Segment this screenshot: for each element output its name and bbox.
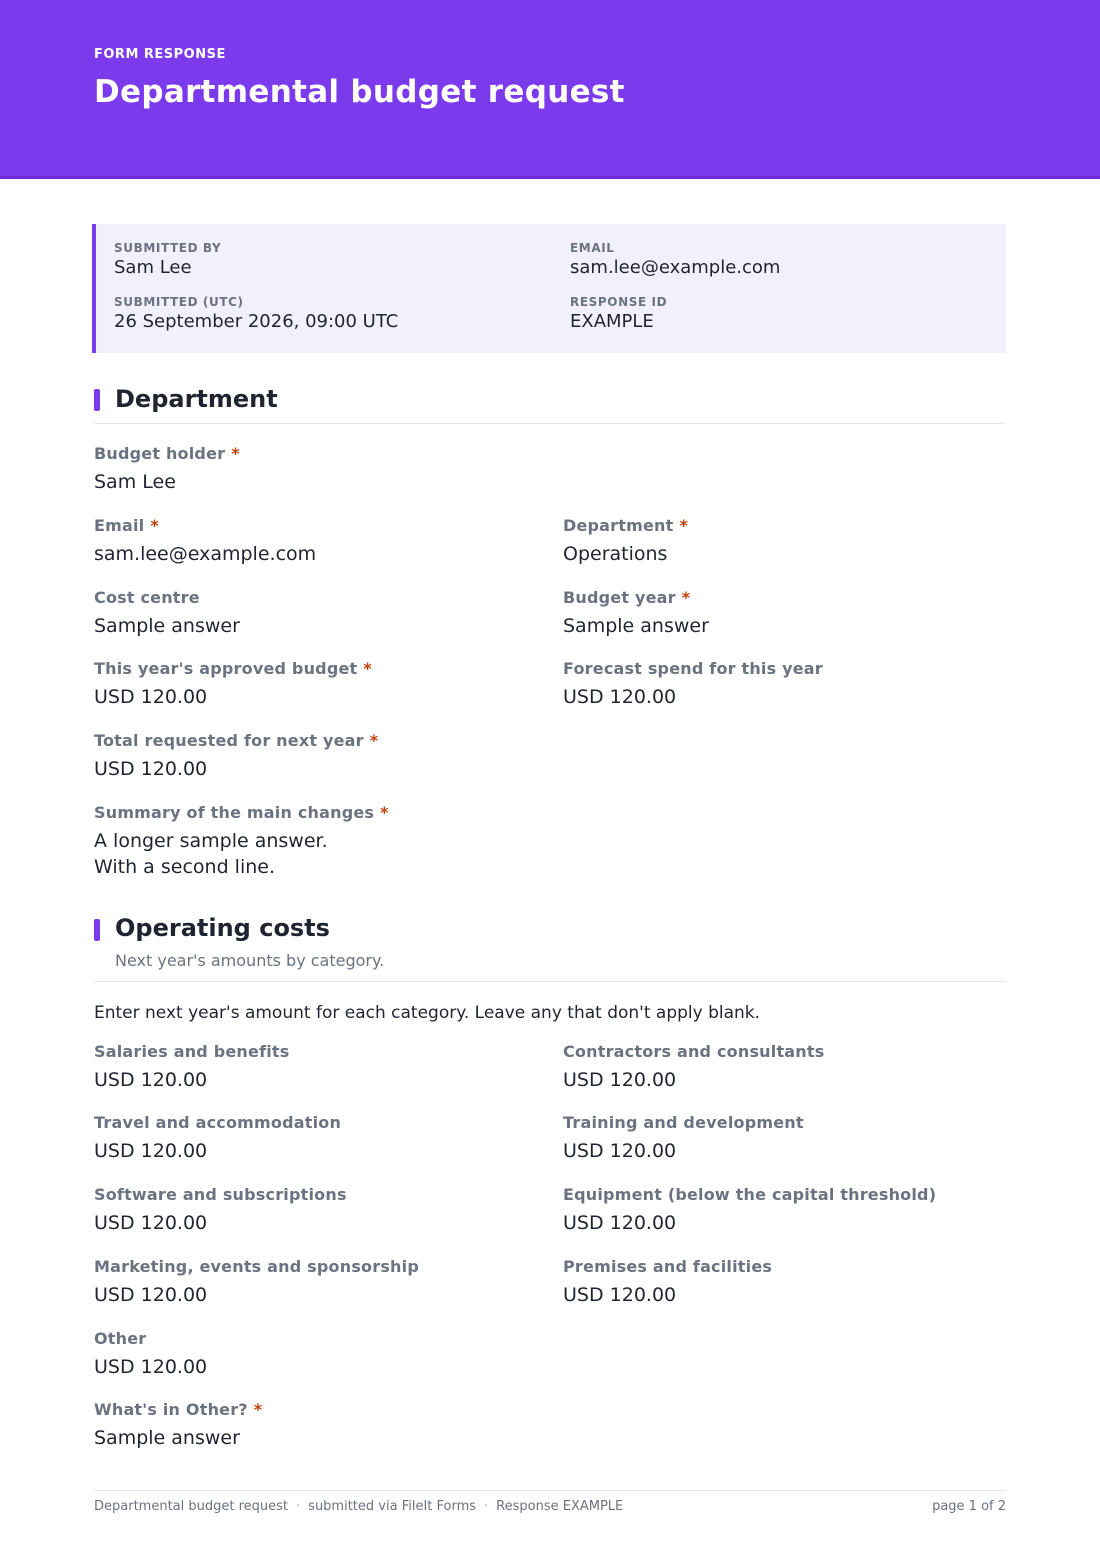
- required-marker: *: [679, 516, 689, 535]
- field-label: Summary of the main changes: [94, 803, 375, 822]
- meta-email: [570, 241, 780, 278]
- required-marker: *: [231, 444, 240, 463]
- section-subtitle: Next year's amounts by category.: [115, 951, 385, 970]
- page-footer: [94, 1490, 1006, 1514]
- field-value: USD 120.00: [94, 1284, 208, 1306]
- field-label: This year's approved budget: [94, 659, 358, 678]
- field-forecast-spend: [563, 659, 1003, 710]
- field-approved-budget: [94, 659, 534, 710]
- field-total-requested: [94, 731, 534, 782]
- field-label: Contractors and consultants: [563, 1042, 825, 1061]
- field-value: USD 120.00: [563, 1140, 677, 1162]
- meta-label: RESPONSE ID: [570, 295, 668, 309]
- field-label: Marketing, events and sponsorship: [94, 1257, 419, 1276]
- page-number: page 1 of 2: [932, 1499, 1006, 1514]
- field-budget-year: [563, 588, 1003, 639]
- field-contractors: [563, 1042, 1003, 1093]
- field-value-line: A longer sample answer.: [94, 830, 328, 852]
- field-training: [563, 1113, 1003, 1164]
- field-department: [563, 516, 1003, 567]
- footer-response: Response EXAMPLE: [496, 1499, 624, 1514]
- meta-label: EMAIL: [570, 241, 615, 255]
- field-label: What's in Other?: [94, 1400, 248, 1419]
- field-label: Travel and accommodation: [94, 1113, 342, 1132]
- field-value: Sample answer: [94, 615, 240, 637]
- meta-value: EXAMPLE: [570, 311, 654, 332]
- form-kicker: FORM RESPONSE: [94, 47, 226, 62]
- field-value: USD 120.00: [563, 1069, 677, 1091]
- field-salaries: [94, 1042, 534, 1093]
- meta-submitted-utc: [114, 295, 398, 332]
- section-header-operating-costs: [94, 916, 1006, 982]
- footer-separator: ·: [296, 1499, 301, 1514]
- field-value: USD 120.00: [94, 1356, 208, 1378]
- field-value: Sam Lee: [94, 471, 176, 493]
- field-premises: [563, 1257, 1003, 1308]
- field-value: USD 120.00: [563, 1284, 677, 1306]
- header-banner: [0, 0, 1100, 179]
- field-equipment: [563, 1185, 1003, 1236]
- meta-value: sam.lee@example.com: [570, 257, 781, 278]
- required-marker: *: [369, 731, 379, 750]
- field-value: USD 120.00: [94, 758, 208, 780]
- section-header-department: [94, 385, 1006, 424]
- page-title: Departmental budget request: [94, 74, 625, 110]
- field-label: Training and development: [563, 1113, 804, 1132]
- meta-response-id: [570, 295, 667, 332]
- field-software: [94, 1185, 534, 1236]
- meta-value: Sam Lee: [114, 257, 192, 278]
- field-label: Other: [94, 1329, 147, 1348]
- meta-value: 26 September 2026, 09:00 UTC: [114, 311, 399, 332]
- field-label: Software and subscriptions: [94, 1185, 347, 1204]
- field-value: USD 120.00: [563, 686, 677, 708]
- field-value: USD 120.00: [94, 1140, 208, 1162]
- field-label: Forecast spend for this year: [563, 659, 823, 678]
- field-other: [94, 1329, 534, 1380]
- field-label: Salaries and benefits: [94, 1042, 290, 1061]
- field-summary-changes: [94, 803, 534, 880]
- submission-meta-panel: [92, 224, 1006, 353]
- field-cost-centre: [94, 588, 534, 639]
- field-value: USD 120.00: [94, 1212, 208, 1234]
- section-accent-bar: [94, 919, 100, 941]
- field-label: Premises and facilities: [563, 1257, 773, 1276]
- field-value-line: With a second line.: [94, 856, 275, 878]
- field-marketing: [94, 1257, 534, 1308]
- field-travel: [94, 1113, 534, 1164]
- field-label: Email: [94, 516, 145, 535]
- field-email: [94, 516, 534, 567]
- field-label: Budget year: [563, 588, 676, 607]
- footer-separator: ·: [484, 1499, 489, 1514]
- footer-via: submitted via FileIt Forms: [308, 1499, 477, 1514]
- required-marker: *: [380, 803, 389, 822]
- field-value: USD 120.00: [563, 1212, 677, 1234]
- section-title: Department: [115, 385, 278, 413]
- required-marker: *: [681, 588, 691, 607]
- meta-label: SUBMITTED (UTC): [114, 295, 244, 309]
- field-budget-holder: [94, 444, 534, 495]
- section-intro-text: Enter next year's amount for each category. Leave any that don't apply blank.: [94, 1003, 761, 1023]
- required-marker: *: [253, 1400, 263, 1419]
- field-value: USD 120.00: [94, 686, 208, 708]
- required-marker: *: [150, 516, 159, 535]
- field-label: Department: [563, 516, 674, 535]
- field-value: [94, 828, 534, 880]
- required-marker: *: [363, 659, 372, 678]
- section-title: Operating costs: [115, 914, 330, 942]
- field-value: USD 120.00: [94, 1069, 208, 1091]
- field-label: Total requested for next year: [94, 731, 364, 750]
- field-whats-in-other: [94, 1400, 534, 1451]
- field-label: Equipment (below the capital threshold): [563, 1185, 937, 1204]
- field-value: Sample answer: [94, 1427, 240, 1449]
- field-label: Cost centre: [94, 588, 200, 607]
- meta-submitted-by: [114, 241, 221, 278]
- field-value: Sample answer: [563, 615, 709, 637]
- field-value: sam.lee@example.com: [94, 543, 317, 565]
- meta-label: SUBMITTED BY: [114, 241, 222, 255]
- footer-form-name: Departmental budget request: [94, 1499, 289, 1514]
- field-value: Operations: [563, 543, 668, 565]
- field-label: Budget holder: [94, 444, 226, 463]
- section-accent-bar: [94, 389, 100, 411]
